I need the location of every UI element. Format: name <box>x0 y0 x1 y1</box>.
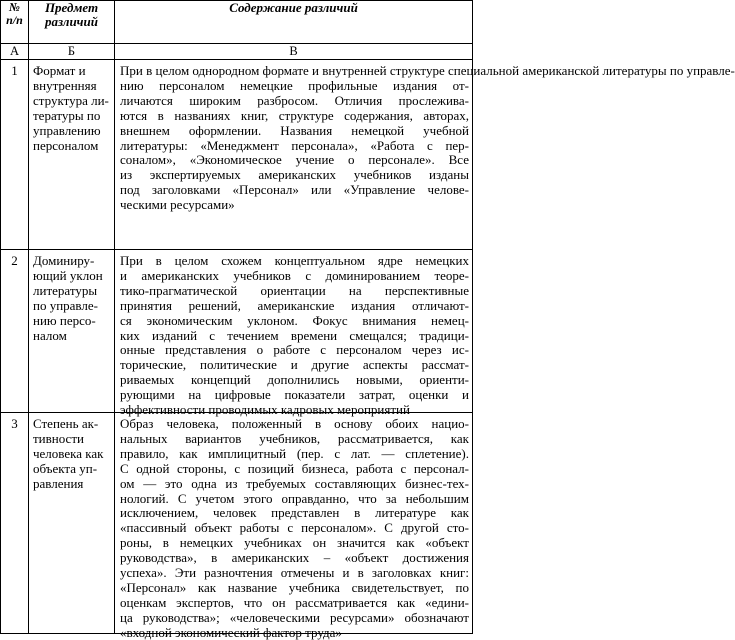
description-line: ся экономическим уклоном. Фокус внимания немец- <box>120 312 469 328</box>
table-row <box>1 250 473 413</box>
description-line: под заголовками «Персонал» или «Управление челове- <box>120 182 469 198</box>
header-number: № п/п <box>1 1 29 44</box>
row-description <box>115 413 473 640</box>
table-header-row <box>1 1 473 44</box>
description-line: принятия решений, американские издания отличают- <box>120 297 469 313</box>
description-line: При в целом однородном формате и внутренней структуре специальной американской литературы по управле- <box>120 63 735 78</box>
header-subject: Предмет различий <box>29 1 115 44</box>
description-line: нологий. С учетом этого оправданно, что за небольшим <box>120 490 469 506</box>
header-content: Содержание различий <box>115 1 473 44</box>
description-line: «входной экономический фактор труда» <box>120 624 342 640</box>
description-line: С одной стороны, с позиций бизнеса, работа с персонал- <box>120 460 469 476</box>
letter-a: А <box>1 44 29 60</box>
description-line: ческими ресурсами» <box>120 197 235 213</box>
description-line: ких изданий с течением времени смещался; традици- <box>120 327 469 343</box>
description-line: нию персоналом немецкие профильные издания от- <box>120 77 469 93</box>
description-line: Образ человека, положенный в основу обоих нацио- <box>120 416 469 431</box>
description-line: успеха». Эти разночтения отмечены и в заголовках книг: <box>120 565 469 580</box>
description-line: из экспертируемых американских учебников изданы <box>120 167 469 183</box>
description-line: ются в названиях книг, структуре содержания, авторах, <box>120 107 469 123</box>
description-line: личаются широким разбросом. Отличия прослежива- <box>120 92 469 108</box>
row-subject: Доминиру- ющий уклон литературы по управле- нию персо- налом <box>29 250 115 413</box>
description-line: онные представления о работе с персоналом через ис- <box>120 342 469 358</box>
table-row <box>1 60 473 250</box>
description-line: «Персонал» как название учебника свидетельствует, по <box>120 579 469 595</box>
row-description <box>115 60 735 250</box>
description-line: ца руководства»; «человеческими ресурсами» обозначают <box>120 609 469 625</box>
description-line: соналом», «Экономическое учение о персонале». Все <box>120 152 469 168</box>
description-line: оценкам экспертов, что он рассматривается как «едини- <box>120 594 469 610</box>
row-number: 3 <box>1 413 29 634</box>
table-row <box>1 413 473 634</box>
description-line: эффективности проводимых кадровых мероприятий <box>120 402 410 417</box>
description-line: торические, политические и другие аспекты рассмат- <box>120 357 469 373</box>
description-line: ом — это одна из требуемых составляющих бизнес-тех- <box>120 475 469 491</box>
description-line: «пассивный объект работы с персоналом». С другой сто- <box>120 520 469 536</box>
letter-b: Б <box>29 44 115 60</box>
row-number: 2 <box>1 250 29 413</box>
description-line: риваемых концепций дополнились новыми, ориенти- <box>120 372 469 388</box>
description-line: внешнем оформлении. Названия немецкой учебной <box>120 122 469 138</box>
row-description <box>115 250 473 417</box>
description-line: При в целом схожем концептуальном ядре немецких <box>120 253 469 268</box>
description-line: руководства», в американских – «объект достижения <box>120 550 469 566</box>
description-line: литературы: «Менеджмент персонала», «Работа с пер- <box>120 137 469 153</box>
row-number: 1 <box>1 60 29 250</box>
description-line: роны, в немецких учебниках он значится как «объект <box>120 535 469 551</box>
row-subject: Формат и внутренняя структура ли- тературы по управлению персоналом <box>29 60 115 250</box>
letter-v: В <box>115 44 473 60</box>
description-line: исключением, человек представлен в литературе как <box>120 505 469 521</box>
column-letters-row <box>1 44 473 60</box>
row-subject: Степень ак- тивности человека как объекта уп- равления <box>29 413 115 634</box>
description-line: рующими на цифровые показатели затрат, оценки и <box>120 387 469 403</box>
description-line: тико-прагматической ориентации на перспективные <box>120 282 469 298</box>
description-line: правило, как имплицитный (пер. с лат. — сплетение). <box>120 445 469 461</box>
description-line: и американских учебников с доминированием теоре- <box>120 267 469 283</box>
description-line: нальных вариантов учебников, рассматривается, как <box>120 430 469 446</box>
